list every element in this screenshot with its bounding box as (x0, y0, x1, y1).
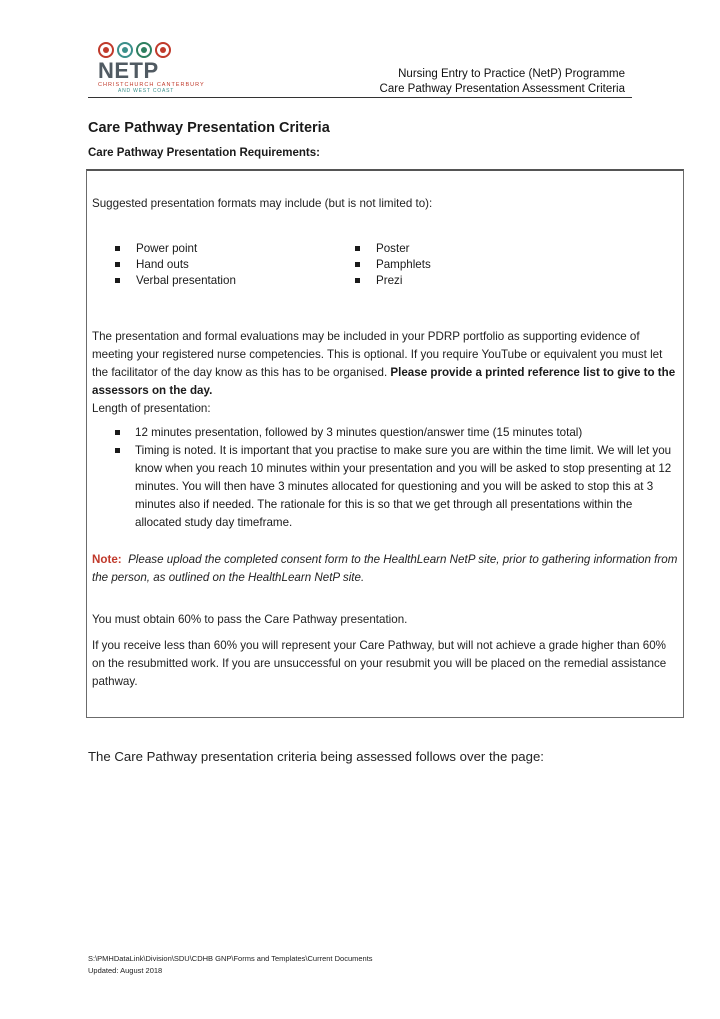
footer-updated: Updated: August 2018 (88, 966, 163, 975)
header-programme: Nursing Entry to Practice (NetP) Programme (398, 68, 625, 80)
resubmit-policy: If you receive less than 60% you will represent your Care Pathway, but will not achieve a grade higher than 60% on the resubmitted work. If you are unsuccessful on your resubmit you will be placed on the remedial assistance pathway. (92, 639, 667, 688)
footer-path: S:\PMHDataLink\Division\SDU\CDHB GNP\Forms and Templates\Current Documents (88, 954, 373, 963)
header-document-title: Care Pathway Presentation Assessment Criteria (379, 83, 625, 95)
bullet-icon (355, 278, 360, 283)
bullet-icon (355, 246, 360, 251)
format-item: Hand outs (136, 258, 189, 271)
logo-circles (98, 42, 182, 58)
format-item: Pamphlets (376, 258, 431, 271)
logo-subtitle-1: CHRISTCHURCH CANTERBURY (98, 82, 205, 88)
netp-logo (98, 42, 205, 94)
follow-over-text: The Care Pathway presentation criteria being assessed follows over the page: (88, 749, 544, 764)
bullet-icon (115, 262, 120, 267)
portfolio-paragraph (92, 328, 678, 400)
reference-list-instruction: Please provide a printed reference list to give to the assessors on the day. (92, 366, 676, 397)
length-label: Length of presentation: (92, 402, 211, 415)
section-subtitle: Care Pathway Presentation Requirements: (88, 147, 320, 159)
page-title: Care Pathway Presentation Criteria (88, 120, 330, 136)
bullet-icon (115, 430, 120, 435)
logo-wordmark: NETP (98, 58, 159, 83)
logo-subtitle-2: AND WEST COAST (118, 88, 175, 94)
bullet-icon (355, 262, 360, 267)
portfolio-text: The presentation and formal evaluations may be included in your PDRP portfolio as supporting evidence of meeting your registered nurse competencies. This is optional. If you require YouTube or equivalent you must let the facilitator of the day know as this has to be organised. (92, 330, 663, 379)
logo-circle-icon (136, 42, 152, 58)
note-text: Please upload the completed consent form to the HealthLearn NetP site, prior to gathering information from the person, as outlined on the HealthLearn NetP site. (92, 553, 678, 584)
format-item: Verbal presentation (136, 274, 236, 287)
length-item: Timing is noted. It is important that you practise to make sure you are within the time limit. We will let you know when you reach 10 minutes within your presentation and you will be asked to stop presenting at 12 minutes. You will then have 3 minutes allocated for questioning and you will be asked to stop this at 3 minutes also if needed. The rationale for this is so that we get through all presentations within the allocated study day timeframe. (135, 444, 672, 529)
note-label: Note: (92, 553, 122, 566)
logo-circle-icon (155, 42, 171, 58)
length-item: 12 minutes presentation, followed by 3 minutes question/answer time (15 minutes total) (135, 426, 583, 439)
format-item: Power point (136, 242, 198, 255)
bullet-icon (115, 246, 120, 251)
format-item: Poster (376, 242, 410, 255)
format-item: Prezi (376, 274, 403, 287)
bullet-icon (115, 278, 120, 283)
bullet-icon (115, 448, 120, 453)
header-divider (88, 97, 632, 98)
formats-intro: Suggested presentation formats may include (but is not limited to): (92, 197, 433, 210)
note-paragraph (92, 551, 678, 587)
logo-circle-icon (117, 42, 133, 58)
logo-circle-icon (98, 42, 114, 58)
pass-requirement: You must obtain 60% to pass the Care Pathway presentation. (92, 613, 408, 626)
